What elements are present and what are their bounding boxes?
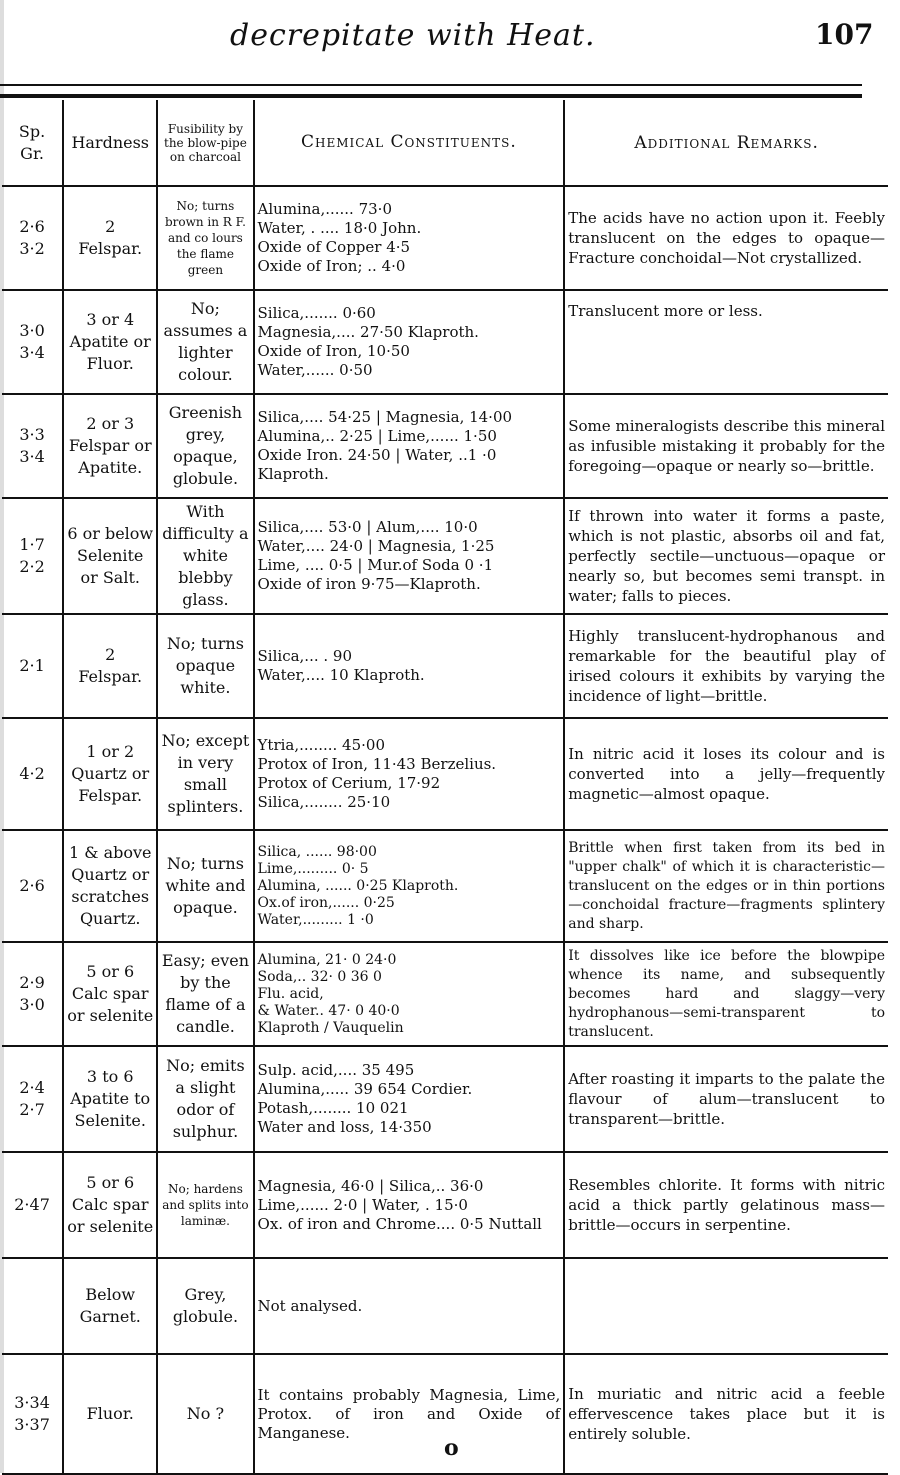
cell-hardness: 6 or below Selenite or Salt. [63, 498, 157, 614]
cell-fusibility: No; hardens and splits into laminæ. [157, 1152, 253, 1258]
table-header-row [2, 100, 888, 186]
column-header-chemical: Chemical Constituents. [254, 100, 565, 186]
cell-chemical: Silica,.... 54·25 | Magnesia, 14·00 Alumina,.. 2·25 | Lime,...... 1·50 Oxide Iron. 24·50 | Water, ..1 ·0 Klaproth. [254, 394, 565, 498]
header-rule [0, 84, 862, 86]
cell-fusibility: Grey, globule. [157, 1258, 253, 1354]
cell-fusibility: No; assumes a lighter colour. [157, 290, 253, 394]
cell-chemical: Alumina, 21· 0 24·0 Soda,.. 32· 0 36 0 Flu. acid, & Water.. 47· 0 40·0 Klaproth / Vauquelin [254, 942, 565, 1046]
cell-fusibility: No; except in very small splinters. [157, 718, 253, 830]
cell-remarks: In nitric acid it loses its colour and is converted into a jelly—frequently magnetic—almost opaque. [564, 718, 888, 830]
cell-hardness: 2 or 3 Felspar or Apatite. [63, 394, 157, 498]
cell-chemical: Sulp. acid,.... 35 495 Alumina,..... 39 654 Cordier. Potash,........ 10 021 Water and loss, 14·350 [254, 1046, 565, 1152]
cell-spgr: 2·1 [2, 614, 63, 718]
table-row [2, 498, 888, 614]
cell-hardness: 1 & above Quartz or scratches Quartz. [63, 830, 157, 942]
cell-spgr: 2·9 3·0 [2, 942, 63, 1046]
cell-spgr: 2·6 [2, 830, 63, 942]
cell-spgr [2, 1258, 63, 1354]
cell-fusibility: No; turns white and opaque. [157, 830, 253, 942]
cell-spgr: 3·0 3·4 [2, 290, 63, 394]
table-row [2, 830, 888, 942]
cell-spgr: 4·2 [2, 718, 63, 830]
cell-remarks: Resembles chlorite. It forms with nitric acid a thick partly gelatinous mass—brittle—occurs in serpentine. [564, 1152, 888, 1258]
cell-hardness: 5 or 6 Calc spar or selenite [63, 1152, 157, 1258]
cell-remarks: If thrown into water it forms a paste, which is not plastic, absorbs oil and fat, perfectly sectile—unctuous—opaque or nearly so, but becomes semi transpt. in water; falls to pieces. [564, 498, 888, 614]
cell-hardness: 5 or 6 Calc spar or selenite [63, 942, 157, 1046]
cell-hardness: 3 or 4 Apatite or Fluor. [63, 290, 157, 394]
signature-mark: o [444, 1435, 459, 1461]
cell-chemical: Magnesia, 46·0 | Silica,.. 36·0 Lime,...... 2·0 | Water, . 15·0 Ox. of iron and Chrome.... 0·5 Nuttall [254, 1152, 565, 1258]
table-row [2, 718, 888, 830]
cell-spgr: 3·34 3·37 [2, 1354, 63, 1474]
cell-hardness: Below Garnet. [63, 1258, 157, 1354]
table-row [2, 1152, 888, 1258]
cell-chemical: Silica,.... 53·0 | Alum,.... 10·0 Water,.... 24·0 | Magnesia, 1·25 Lime, .... 0·5 | Mur.of Soda 0 ·1 Oxide of iron 9·75—Klaproth. [254, 498, 565, 614]
cell-remarks: The acids have no action upon it. Feebly translucent on the edges to opaque—Fracture conchoidal—Not crystallized. [564, 186, 888, 290]
cell-spgr: 2·4 2·7 [2, 1046, 63, 1152]
cell-fusibility: No; turns opaque white. [157, 614, 253, 718]
cell-chemical: Silica, ...... 98·00 Lime,......... 0· 5 Alumina, ...... 0·25 Klaproth. Ox.of iron,...... 0·25 Water,......... 1 ·0 [254, 830, 565, 942]
cell-fusibility: No ? [157, 1354, 253, 1474]
table-row [2, 394, 888, 498]
table-row [2, 942, 888, 1046]
cell-chemical: Silica,....... 0·60 Magnesia,.... 27·50 Klaproth. Oxide of Iron, 10·50 Water,...... 0·50 [254, 290, 565, 394]
table-row [2, 614, 888, 718]
cell-remarks [564, 1258, 888, 1354]
cell-spgr: 3·3 3·4 [2, 394, 63, 498]
cell-fusibility: Easy; even by the flame of a candle. [157, 942, 253, 1046]
cell-remarks: In muriatic and nitric acid a feeble effervescence takes place but it is entirely soluble. [564, 1354, 888, 1474]
cell-hardness: 2 Felspar. [63, 186, 157, 290]
cell-remarks: After roasting it imparts to the palate the flavour of alum—translucent to transparent—brittle. [564, 1046, 888, 1152]
mineral-table [2, 100, 888, 1475]
table-row [2, 1046, 888, 1152]
column-header-remarks: Additional Remarks. [564, 100, 888, 186]
cell-fusibility: No; emits a slight odor of sulphur. [157, 1046, 253, 1152]
cell-hardness: 3 to 6 Apatite to Selenite. [63, 1046, 157, 1152]
cell-chemical: It contains probably Magnesia, Lime, Protox. of iron and Oxide of Manganese. [254, 1354, 565, 1474]
cell-chemical: Alumina,...... 73·0 Water, . .... 18·0 John. Oxide of Copper 4·5 Oxide of Iron; .. 4·0 [254, 186, 565, 290]
table-row [2, 290, 888, 394]
cell-hardness: Fluor. [63, 1354, 157, 1474]
cell-chemical: Silica,... . 90 Water,.... 10 Klaproth. [254, 614, 565, 718]
page-number: 107 [815, 18, 874, 51]
cell-fusibility: No; turns brown in R F. and co lours the flame green [157, 186, 253, 290]
cell-remarks: Highly translucent-hydrophanous and remarkable for the beautiful play of irised colours it exhibits by varying the incidence of light—brittle. [564, 614, 888, 718]
table-row [2, 1258, 888, 1354]
cell-chemical: Ytria,........ 45·00 Protox of Iron, 11·43 Berzelius. Protox of Cerium, 17·92 Silica,........ 25·10 [254, 718, 565, 830]
cell-fusibility: With difficulty a white blebby glass. [157, 498, 253, 614]
cell-remarks: Some mineralogists describe this mineral as infusible mistaking it probably for the foregoing—opaque or nearly so—brittle. [564, 394, 888, 498]
running-title: decrepitate with Heat. [230, 18, 596, 53]
header-rule-double [0, 94, 862, 98]
cell-spgr: 2·47 [2, 1152, 63, 1258]
column-header-hardness: Hardness [63, 100, 157, 186]
cell-chemical: Not analysed. [254, 1258, 565, 1354]
cell-hardness: 1 or 2 Quartz or Felspar. [63, 718, 157, 830]
cell-spgr: 1·7 2·2 [2, 498, 63, 614]
column-header-spgr: Sp. Gr. [2, 100, 63, 186]
column-header-fusibility: Fusibility by the blow-pipe on charcoal [157, 100, 253, 186]
cell-remarks: Brittle when first taken from its bed in "upper chalk" of which it is characteristic—translucent on the edges or in thin portions—conchoidal fracture—fragments splintery and sharp. [564, 830, 888, 942]
table-row [2, 186, 888, 290]
cell-fusibility: Greenish grey, opaque, globule. [157, 394, 253, 498]
cell-remarks: It dissolves like ice before the blowpipe whence its name, and subsequently becomes hard and slaggy—very hydrophanous—semi-transparent to translucent. [564, 942, 888, 1046]
cell-spgr: 2·6 3·2 [2, 186, 63, 290]
cell-remarks: Translucent more or less. [564, 290, 888, 394]
cell-hardness: 2 Felspar. [63, 614, 157, 718]
